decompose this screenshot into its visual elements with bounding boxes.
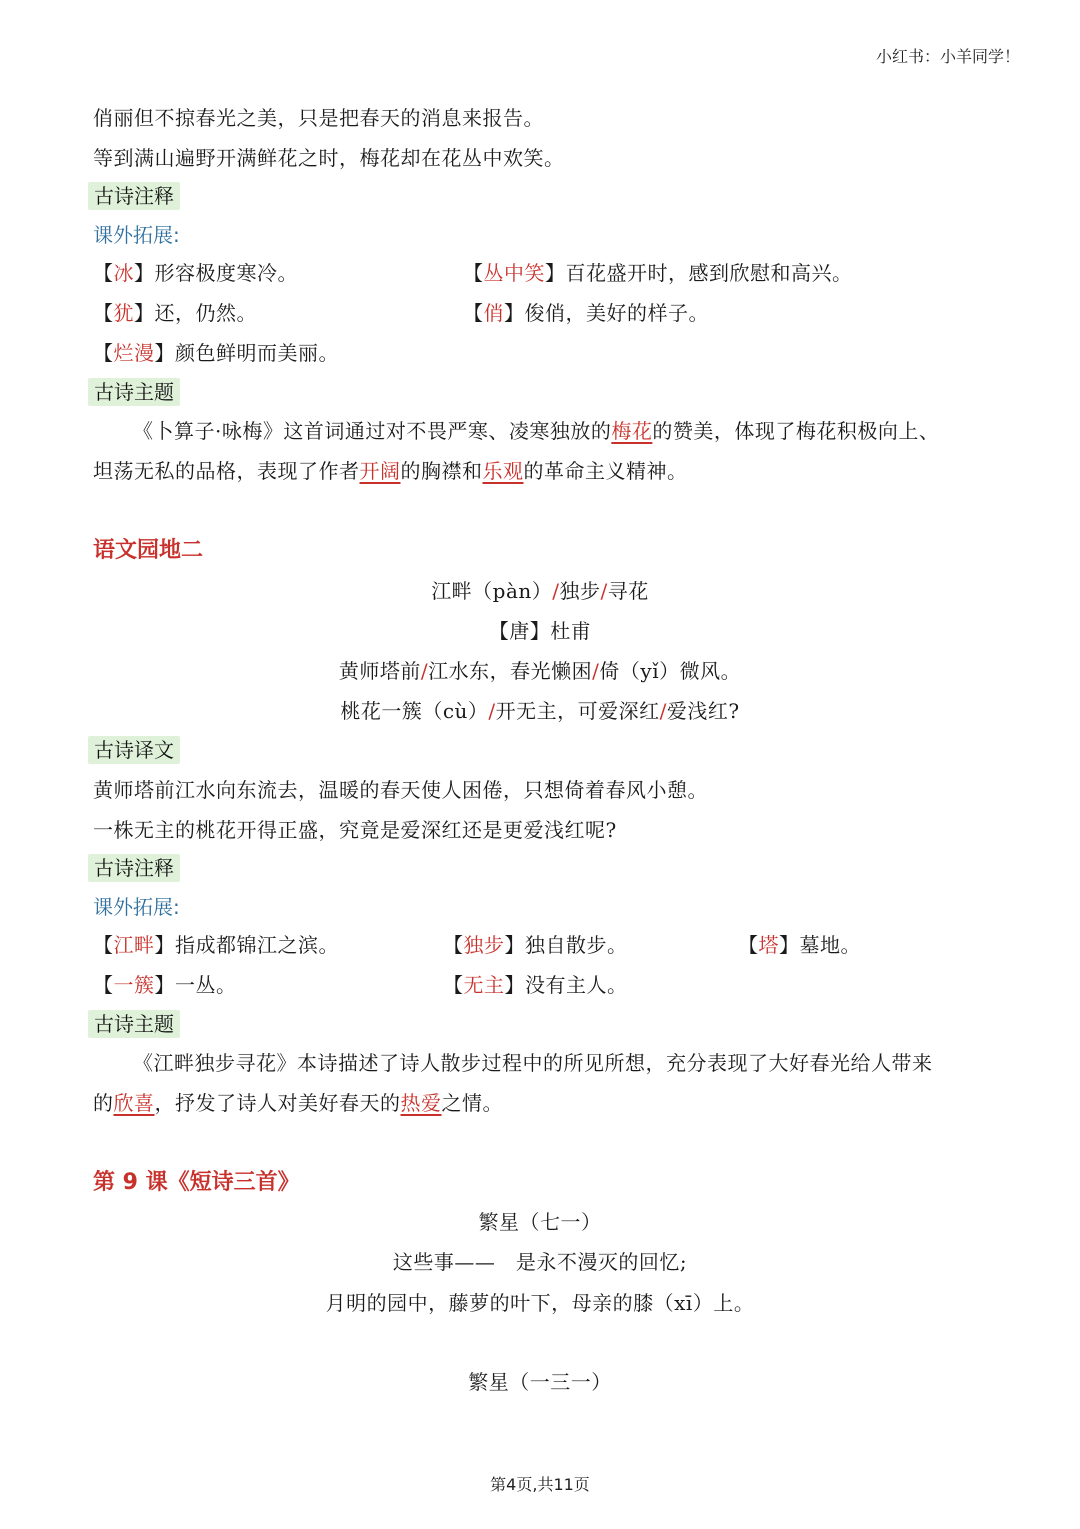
translation-line-1: 黄师塔前江水向东流去，温暖的春天使人困倦，只想倚着春风小憩。 xyxy=(93,778,708,802)
note-term: 烂漫 xyxy=(113,341,155,365)
note-term: 丛中笑 xyxy=(483,261,545,285)
note-def: 俊俏，美好的样子。 xyxy=(524,301,709,325)
note-def: 一丛。 xyxy=(175,973,237,997)
watermark: 小红书：小羊同学！ xyxy=(875,47,1020,66)
note-term: 塔 xyxy=(758,933,779,957)
theme-tag: 古诗主题 xyxy=(88,1010,180,1038)
note-item: 【犹】还，仍然。 xyxy=(93,301,257,325)
keyword: 开阔 xyxy=(359,459,401,483)
note-term: 无主 xyxy=(463,973,505,997)
theme-tag: 古诗主题 xyxy=(88,378,180,406)
note-term: 一簇 xyxy=(113,973,155,997)
note-term: 江畔 xyxy=(113,933,155,957)
translation-line-1: 俏丽但不掠春光之美，只是把春天的消息来报告。 xyxy=(93,106,544,130)
poem-line-1: 黄师塔前/江水东，春光懒困/倚（yǐ）微风。 xyxy=(338,659,742,683)
note-def: 形容极度寒冷。 xyxy=(154,261,298,285)
note-item: 【一簇】一丛。 xyxy=(93,973,237,997)
keyword: 热爱 xyxy=(400,1091,442,1115)
section-heading: 语文园地二 xyxy=(93,538,204,563)
translation-line-2: 等到满山遍野开满鲜花之时，梅花却在花丛中欢笑。 xyxy=(93,146,565,170)
poem-title: 繁星（一三一） xyxy=(468,1370,612,1394)
theme-line-1: 《卜算子·咏梅》这首词通过对不畏严寒、凌寒独放的梅花的赞美，体现了梅花积极向上、 xyxy=(133,419,940,443)
theme-line-2: 坦荡无私的品格，表现了作者开阔的胸襟和乐观的革命主义精神。 xyxy=(93,459,688,483)
note-item: 【独步】独自散步。 xyxy=(443,933,628,957)
note-term: 冰 xyxy=(113,261,134,285)
notes-tag: 古诗注释 xyxy=(88,854,180,882)
section-heading: 第 9 课《短诗三首》 xyxy=(93,1170,300,1195)
note-item: 【俏】俊俏，美好的样子。 xyxy=(463,301,709,325)
note-def: 还，仍然。 xyxy=(154,301,257,325)
keyword: 乐观 xyxy=(482,459,524,483)
note-term: 独步 xyxy=(463,933,505,957)
note-item: 【烂漫】颜色鲜明而美丽。 xyxy=(93,341,339,365)
note-item: 【冰】形容极度寒冷。 xyxy=(93,261,298,285)
note-item: 【江畔】指成都锦江之滨。 xyxy=(93,933,339,957)
poem-line-2: 桃花一簇（cù）/开无主，可爱深红/爱浅红? xyxy=(340,699,740,723)
translation-line-2: 一株无主的桃花开得正盛，究竟是爱深红还是更爱浅红呢? xyxy=(93,818,617,842)
keyword: 欣喜 xyxy=(113,1091,155,1115)
note-item: 【丛中笑】百花盛开时，感到欣慰和高兴。 xyxy=(463,261,853,285)
note-term: 俏 xyxy=(483,301,504,325)
page-number: 第4页,共11页 xyxy=(490,1475,590,1494)
theme-line-1: 《江畔独步寻花》本诗描述了诗人散步过程中的所见所想，充分表现了大好春光给人带来 xyxy=(133,1051,933,1075)
theme-line-2: 的欣喜，抒发了诗人对美好春天的热爱之情。 xyxy=(93,1091,503,1115)
extend-label: 课外拓展: xyxy=(93,223,180,247)
note-def: 指成都锦江之滨。 xyxy=(175,933,339,957)
note-def: 独自散步。 xyxy=(525,933,628,957)
poem-author: 【唐】杜甫 xyxy=(488,619,592,643)
note-def: 百花盛开时，感到欣慰和高兴。 xyxy=(565,261,853,285)
note-term: 犹 xyxy=(113,301,134,325)
note-item: 【塔】墓地。 xyxy=(738,933,861,957)
note-item: 【无主】没有主人。 xyxy=(443,973,628,997)
note-def: 颜色鲜明而美丽。 xyxy=(175,341,339,365)
note-def: 没有主人。 xyxy=(525,973,628,997)
poem-title: 江畔（pàn）/独步/寻花 xyxy=(431,579,649,603)
extend-label: 课外拓展: xyxy=(93,895,180,919)
poem-title: 繁星（七一） xyxy=(478,1210,602,1234)
translation-tag: 古诗译文 xyxy=(88,736,180,764)
poem-line-1: 这些事—— 是永不漫灭的回忆; xyxy=(392,1250,688,1274)
keyword: 梅花 xyxy=(611,419,653,443)
notes-tag: 古诗注释 xyxy=(88,182,180,210)
note-def: 墓地。 xyxy=(799,933,861,957)
poem-line-2: 月明的园中，藤萝的叶下，母亲的膝（xī）上。 xyxy=(325,1291,755,1315)
